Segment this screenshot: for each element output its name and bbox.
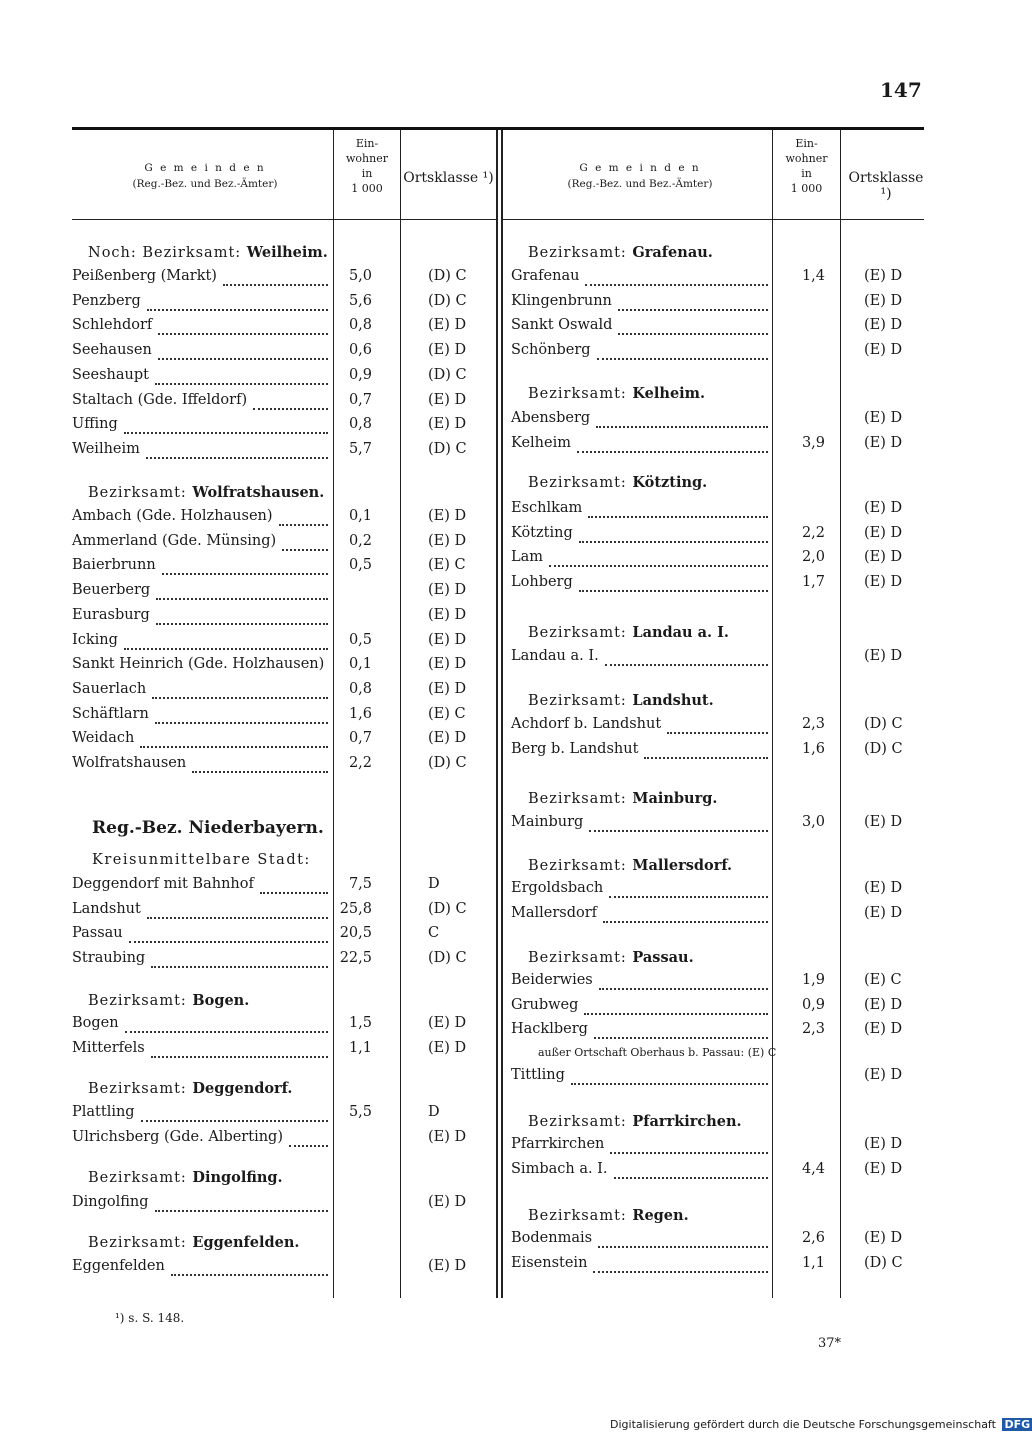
population: 2,3 — [801, 716, 825, 732]
rule-center-a — [496, 130, 498, 1298]
leader-dots — [282, 549, 328, 551]
header-rule-right — [503, 219, 924, 220]
population: 1,6 — [348, 705, 372, 722]
place-name: Bogen — [72, 1015, 119, 1031]
place-name: Landau a. I. — [511, 648, 599, 664]
population: 0,7 — [348, 730, 372, 747]
table-row — [72, 1040, 488, 1064]
ortsklasse: (D) C — [428, 950, 467, 967]
ortsklasse: (E) D — [864, 904, 903, 921]
ortsklasse: (E) D — [864, 880, 903, 896]
table-row — [72, 533, 488, 557]
footnote: ¹) s. S. 148. — [115, 1311, 185, 1325]
population: 0,2 — [348, 532, 372, 549]
place-name: Passau — [72, 925, 123, 942]
place-name: Simbach a. I. — [511, 1160, 608, 1177]
place-name: Beiderwies — [511, 972, 593, 988]
leader-dots — [141, 1120, 328, 1122]
leader-dots — [158, 333, 328, 335]
section-koetzting: Bezirksamt: Kötzting. — [528, 474, 708, 491]
place-name: Mainburg — [511, 814, 584, 830]
leader-dots — [597, 358, 768, 360]
region-niederbayern: Reg.-Bez. Niederbayern. — [92, 818, 324, 838]
ortsklasse: (E) D — [864, 500, 903, 516]
ortsklasse: (D) C — [428, 755, 467, 771]
table-row — [72, 1015, 488, 1039]
ortsklasse: (E) D — [864, 996, 903, 1013]
population: 1,4 — [801, 268, 825, 284]
place-name: Tittling — [511, 1067, 565, 1083]
table-row — [72, 416, 488, 440]
place-name: Abensberg — [511, 410, 591, 426]
ortsklasse: (E) D — [428, 342, 467, 359]
population: 1,5 — [348, 1015, 372, 1031]
place-name: Ambach (Gde. Holzhausen) — [72, 508, 273, 524]
table-row — [511, 549, 924, 573]
leader-dots — [147, 917, 328, 919]
table-row — [72, 342, 488, 366]
place-name: Ulrichsberg (Gde. Alberting) — [72, 1128, 283, 1145]
ortsklasse: (E) D — [428, 416, 467, 433]
place-name: Icking — [72, 631, 118, 648]
table-row — [72, 441, 488, 465]
population: 0,5 — [348, 557, 372, 574]
leader-dots — [155, 383, 328, 385]
ortsklasse: (E) D — [864, 1021, 903, 1038]
table-row — [72, 367, 488, 391]
leader-dots — [594, 1037, 768, 1039]
table-row — [511, 880, 924, 904]
leader-dots — [614, 1177, 768, 1179]
section-passau: Bezirksamt: Passau. — [528, 949, 694, 966]
place-name: Seehausen — [72, 342, 152, 359]
section-weilheim: Noch: Bezirksamt: Weilheim. — [88, 244, 328, 261]
table-row — [72, 901, 488, 925]
place-name: Wolfratshausen — [72, 755, 187, 771]
table-row — [511, 905, 924, 929]
population: 0,1 — [348, 656, 372, 673]
population: 5,0 — [348, 268, 372, 284]
table-row — [72, 317, 488, 341]
place-name: Lohberg — [511, 574, 573, 591]
population: 20,5 — [339, 925, 372, 942]
table-row — [72, 950, 488, 974]
leader-dots — [129, 941, 328, 943]
header-gemeinden-right: G e m e i n d e n (Reg.-Bez. und Bez.-Ämter) — [567, 162, 713, 190]
place-name: Kelheim — [511, 434, 571, 451]
header-gemeinden-left: G e m e i n d e n (Reg.-Bez. und Bez.-Ämter) — [132, 162, 278, 190]
ortsklasse: (E) D — [864, 648, 903, 664]
section-pfarrkirchen: Bezirksamt: Pfarrkirchen. — [528, 1113, 742, 1130]
place-name: Hacklberg — [511, 1021, 588, 1038]
ortsklasse: (D) C — [864, 1254, 903, 1271]
table-row — [511, 317, 924, 341]
leader-dots — [610, 1152, 768, 1154]
leader-dots — [667, 732, 768, 734]
ortsklasse: (E) D — [864, 1136, 903, 1152]
ortsklasse: (E) D — [428, 508, 467, 524]
subhead-kreisunmittelbar: Kreisunmittelbare Stadt: — [92, 852, 311, 868]
population: 3,0 — [801, 814, 825, 830]
leader-dots — [156, 623, 328, 625]
ortsklasse: (E) D — [864, 814, 903, 830]
table-row — [72, 656, 488, 680]
table-row — [511, 1255, 924, 1279]
section-regen: Bezirksamt: Regen. — [528, 1207, 689, 1224]
table-row — [511, 1067, 924, 1091]
leader-dots — [289, 1145, 328, 1147]
place-name: Baierbrunn — [72, 557, 156, 574]
leader-dots — [603, 921, 768, 923]
population: 2,3 — [801, 1021, 825, 1038]
table-row — [511, 716, 924, 740]
table-row — [511, 410, 924, 434]
place-name: Uffing — [72, 416, 118, 433]
leader-dots — [124, 432, 328, 434]
population: 7,5 — [348, 876, 372, 892]
population: 3,9 — [801, 434, 825, 451]
place-name: Schönberg — [511, 342, 591, 359]
leader-dots — [584, 1013, 768, 1015]
leader-dots — [593, 1271, 768, 1273]
population: 4,4 — [801, 1160, 825, 1177]
table-row — [72, 876, 488, 900]
rule-center-b — [501, 130, 503, 1298]
leader-dots — [140, 746, 328, 748]
table-row — [72, 392, 488, 416]
place-name: Penzberg — [72, 292, 141, 309]
leader-dots — [579, 590, 768, 592]
population: 25,8 — [339, 900, 372, 917]
place-name: Schlehdorf — [72, 317, 153, 334]
ortsklasse: (E) D — [428, 730, 467, 747]
leader-dots — [549, 565, 768, 567]
ortsklasse: (E) D — [864, 292, 903, 309]
leader-dots — [596, 426, 768, 428]
leader-dots — [618, 333, 768, 335]
place-name: Eurasburg — [72, 606, 150, 623]
ortsklasse: (D) C — [428, 268, 467, 284]
place-name: Eschlkam — [511, 500, 583, 516]
population: 0,8 — [348, 317, 372, 334]
ortsklasse: (E) D — [428, 1194, 467, 1210]
ortsklasse: (E) D — [864, 1160, 903, 1177]
leader-dots — [146, 457, 328, 459]
place-name: Ergoldsbach — [511, 880, 604, 896]
ortsklasse: (E) C — [428, 557, 466, 574]
place-name: Peißenberg (Markt) — [72, 268, 217, 284]
ortsklasse: (E) D — [428, 680, 467, 697]
table-row — [72, 706, 488, 730]
section-bogen: Bezirksamt: Bogen. — [88, 992, 250, 1009]
table-row — [72, 681, 488, 705]
table-row — [72, 755, 488, 779]
leader-dots — [609, 896, 768, 898]
ortsklasse: (E) D — [428, 606, 467, 623]
population: 0,8 — [348, 680, 372, 697]
place-name: Straubing — [72, 950, 146, 967]
table-row — [511, 1161, 924, 1185]
table-row — [511, 1230, 924, 1254]
leader-dots — [644, 757, 768, 759]
leader-dots — [260, 892, 328, 894]
leader-dots — [618, 309, 768, 311]
place-name: Ammerland (Gde. Münsing) — [72, 532, 277, 549]
population: 2,6 — [801, 1230, 825, 1246]
table-row — [511, 574, 924, 598]
place-name: Seeshaupt — [72, 366, 149, 383]
leader-dots — [589, 830, 768, 832]
population: 1,9 — [801, 972, 825, 988]
table-row — [72, 1129, 488, 1153]
place-name: Pfarrkirchen — [511, 1136, 605, 1152]
population: 1,1 — [348, 1039, 372, 1056]
table-row — [511, 1136, 924, 1160]
leader-dots — [585, 284, 768, 286]
ortsklasse: (E) D — [428, 1258, 467, 1274]
ortsklasse: D — [428, 1104, 440, 1120]
place-name: Sankt Heinrich (Gde. Holzhausen) — [72, 656, 325, 673]
table-row — [72, 607, 488, 631]
ortsklasse: (E) D — [428, 1039, 467, 1056]
leader-dots — [598, 1246, 768, 1248]
population: 2,2 — [801, 524, 825, 541]
table-row — [511, 293, 924, 317]
header-einwohner-right: Ein- wohner in 1 000 — [785, 137, 828, 195]
ortsklasse: (D) C — [428, 440, 467, 457]
table-row — [72, 268, 488, 292]
leader-dots — [155, 722, 328, 724]
place-name: Staltach (Gde. Iffeldorf) — [72, 391, 248, 408]
population: 22,5 — [339, 950, 372, 967]
table-row — [72, 1258, 488, 1282]
page-number: 147 — [880, 78, 922, 102]
leader-dots — [579, 541, 768, 543]
population: 1,1 — [801, 1254, 825, 1271]
population: 0,1 — [348, 508, 372, 524]
leader-dots — [158, 358, 328, 360]
population: 0,9 — [801, 996, 825, 1013]
section-mainburg: Bezirksamt: Mainburg. — [528, 790, 718, 807]
ortsklasse: (E) D — [864, 268, 903, 284]
leader-dots — [171, 1274, 328, 1276]
header-ortsklasse-left: Ortsklasse ¹) — [403, 170, 494, 186]
place-name: Bodenmais — [511, 1230, 593, 1246]
table-row — [511, 435, 924, 459]
table-row — [72, 582, 488, 606]
ortsklasse: (E) D — [428, 1128, 467, 1145]
section-mallersdorf: Bezirksamt: Mallersdorf. — [528, 857, 733, 874]
table-row — [72, 730, 488, 754]
dfg-credit — [610, 1418, 1032, 1431]
ortsklasse: (E) D — [864, 524, 903, 541]
place-name: Eggenfelden — [72, 1258, 165, 1274]
population: 0,5 — [348, 631, 372, 648]
section-kelheim: Bezirksamt: Kelheim. — [528, 385, 706, 402]
leader-dots — [152, 697, 328, 699]
leader-dots — [151, 1056, 328, 1058]
place-name: Kötzting — [511, 524, 573, 541]
place-name: Sankt Oswald — [511, 317, 613, 334]
header-einwohner-left: Ein- wohner in 1 000 — [346, 137, 388, 195]
ortsklasse: (D) C — [864, 740, 903, 757]
table-row — [72, 1194, 488, 1218]
ortsklasse: (E) D — [864, 434, 903, 451]
table-row — [511, 1021, 924, 1045]
ortsklasse: (D) C — [428, 900, 467, 917]
leader-dots — [571, 1083, 768, 1085]
place-name: Plattling — [72, 1104, 135, 1120]
place-name: Mitterfels — [72, 1039, 145, 1056]
place-name: Klingenbrunn — [511, 292, 612, 309]
table-row — [511, 500, 924, 524]
place-name: Sauerlach — [72, 680, 147, 697]
leader-dots — [151, 966, 328, 968]
population: 0,8 — [348, 416, 372, 433]
ortsklasse: (E) D — [864, 410, 903, 426]
place-name: Weilheim — [72, 440, 140, 457]
table-row — [72, 925, 488, 949]
ortsklasse: (D) C — [428, 292, 467, 309]
place-name: Achdorf b. Landshut — [511, 716, 662, 732]
leader-dots — [125, 1031, 328, 1033]
ortsklasse: (E) D — [428, 532, 467, 549]
section-dingolfing: Bezirksamt: Dingolfing. — [88, 1169, 283, 1186]
ortsklasse: (E) D — [864, 1067, 903, 1083]
leader-dots — [155, 1210, 328, 1212]
header-ortsklasse-right: Ortsklasse ¹) — [848, 170, 924, 202]
leader-dots — [253, 408, 328, 410]
section-eggenfelden: Bezirksamt: Eggenfelden. — [88, 1234, 300, 1251]
place-name: Berg b. Landshut — [511, 740, 639, 757]
ortsklasse: C — [428, 925, 440, 942]
place-name: Beuerberg — [72, 582, 151, 599]
table-row — [511, 525, 924, 549]
leader-dots — [124, 648, 328, 650]
ortsklasse: (E) C — [428, 705, 466, 722]
leader-dots — [162, 573, 328, 575]
section-landau: Bezirksamt: Landau a. I. — [528, 624, 729, 641]
population: 1,6 — [801, 740, 825, 757]
place-name: Grubweg — [511, 996, 579, 1013]
dfg-logo: DFG — [1004, 1418, 1031, 1431]
table-row — [72, 293, 488, 317]
ortsklasse: (E) D — [864, 1230, 903, 1246]
table-row — [511, 997, 924, 1021]
table-row — [511, 972, 924, 996]
table-row — [511, 814, 924, 838]
population: 5,6 — [348, 292, 372, 309]
population: 1,7 — [801, 574, 825, 591]
leader-dots — [577, 451, 768, 453]
header-rule-left — [72, 219, 496, 220]
place-name: Dingolfing — [72, 1194, 149, 1210]
ortsklasse: (E) D — [428, 1015, 467, 1031]
ortsklasse: (E) D — [428, 317, 467, 334]
population: 0,6 — [348, 342, 372, 359]
top-rule — [72, 127, 924, 130]
population: 2,0 — [801, 549, 825, 566]
dfg-credit-text: Digitalisierung gefördert durch die Deutsche Forschungsgemeinschaft — [610, 1418, 996, 1431]
population: 2,2 — [348, 755, 372, 771]
leader-dots — [192, 771, 328, 773]
population: 5,7 — [348, 440, 372, 457]
ortsklasse: (E) C — [864, 972, 902, 988]
leader-dots — [599, 988, 768, 990]
leader-dots — [279, 524, 328, 526]
ortsklasse: (E) D — [864, 342, 903, 359]
table-row — [72, 632, 488, 656]
ortsklasse: (D) C — [864, 716, 903, 732]
table-row — [511, 342, 924, 366]
place-name: Grafenau — [511, 268, 580, 284]
table-row — [511, 268, 924, 292]
place-name: Deggendorf mit Bahnhof — [72, 876, 254, 892]
population: 0,7 — [348, 391, 372, 408]
ortsklasse: (E) D — [864, 574, 903, 591]
section-grafenau: Bezirksamt: Grafenau. — [528, 244, 713, 261]
place-name: Landshut — [72, 900, 141, 917]
place-name: Schäftlarn — [72, 705, 149, 722]
population: 0,9 — [348, 366, 372, 383]
population: 5,5 — [348, 1104, 372, 1120]
leader-dots — [156, 598, 328, 600]
section-wolfratshausen: Bezirksamt: Wolfratshausen. — [88, 484, 325, 501]
place-name: Weidach — [72, 730, 135, 747]
place-name: Eisenstein — [511, 1254, 588, 1271]
table-row — [72, 508, 488, 532]
signature-mark: 37* — [818, 1336, 842, 1351]
leader-dots — [147, 309, 328, 311]
ortsklasse: (E) D — [864, 549, 903, 566]
ortsklasse: (E) D — [864, 317, 903, 334]
ortsklasse: (E) D — [428, 391, 467, 408]
table-row — [511, 741, 924, 765]
ortsklasse: (E) D — [428, 631, 467, 648]
ortsklasse: (D) C — [428, 366, 467, 383]
passau-note: außer Ortschaft Oberhaus b. Passau: (E) C — [538, 1046, 777, 1059]
section-deggendorf: Bezirksamt: Deggendorf. — [88, 1080, 293, 1097]
table-row — [511, 648, 924, 672]
table-row — [72, 557, 488, 581]
ortsklasse: (E) D — [428, 582, 467, 599]
place-name: Mallersdorf — [511, 904, 598, 921]
ortsklasse: D — [428, 876, 440, 892]
leader-dots — [588, 516, 768, 518]
table-row — [72, 1104, 488, 1128]
section-landshut: Bezirksamt: Landshut. — [528, 692, 714, 709]
place-name: Lam — [511, 549, 544, 566]
leader-dots — [605, 664, 768, 666]
ortsklasse: (E) D — [428, 656, 467, 673]
leader-dots — [223, 284, 328, 286]
